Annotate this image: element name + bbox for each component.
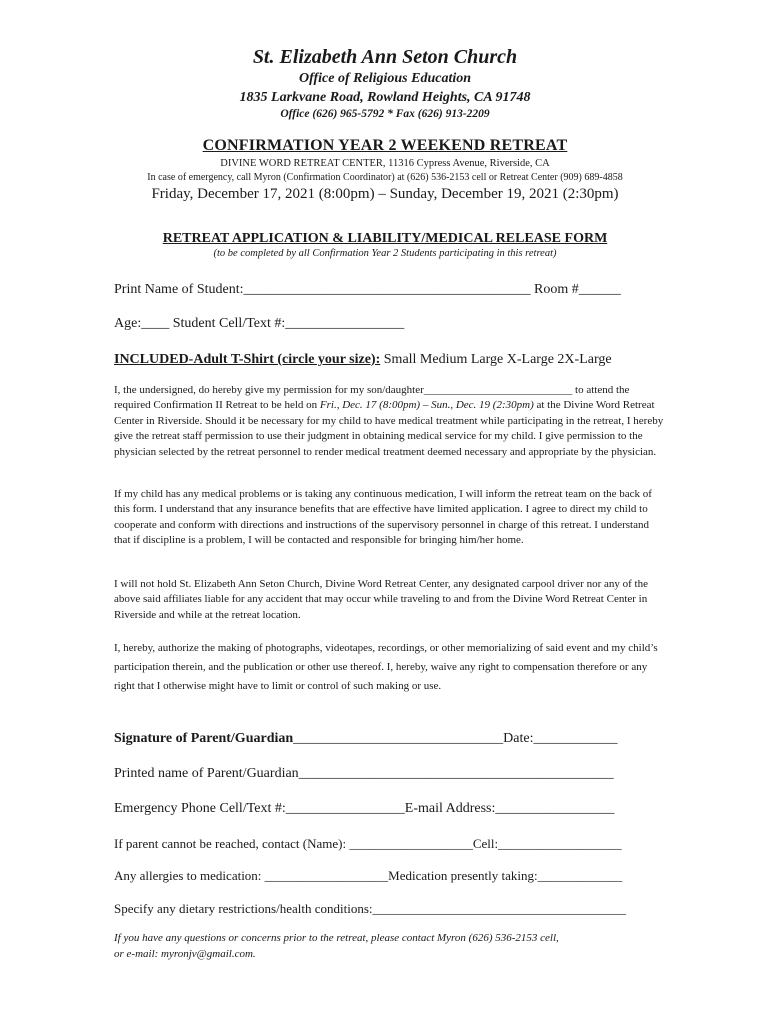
tshirt-label: INCLUDED-Adult T-Shirt (circle your size):: [114, 352, 381, 367]
tshirt-sizes[interactable]: Small Medium Large X-Large 2X-Large: [380, 352, 612, 367]
office-phone: Office (626) 965-5792 * Fax (626) 913-2209: [280, 108, 490, 120]
age-cell-field[interactable]: Age:____ Student Cell/Text #:_________________: [114, 316, 405, 331]
emergency-contact: In case of emergency, call Myron (Confirmation Coordinator) at (626) 536-2153 cell or Retreat Center (909) 689-4858: [147, 172, 623, 183]
permission-paragraph: [114, 383, 664, 460]
student-name-field[interactable]: Print Name of Student:_________________________________________ Room #______: [114, 282, 621, 297]
contact-note-line2: or e-mail: myronjv@gmail.com.: [114, 948, 256, 960]
allergies-field[interactable]: Any allergies to medication: ___________________Medication presently taking:_____________: [114, 868, 623, 883]
event-title: CONFIRMATION YEAR 2 WEEKEND RETREAT: [202, 137, 568, 154]
permission-text-a: I, the undersigned, do hereby give my permission for my son/daughter___________________________ to attend the required Confirmation II Retreat to be held on: [114, 384, 630, 412]
form-title: RETREAT APPLICATION & LIABILITY/MEDICAL RELEASE FORM: [162, 231, 608, 246]
signature-field[interactable]: [114, 731, 618, 747]
alt-contact-field[interactable]: If parent cannot be reached, contact (Name): ___________________Cell:___________________: [114, 836, 622, 851]
dietary-field[interactable]: Specify any dietary restrictions/health conditions:_______________________________________: [114, 901, 626, 916]
church-name: St. Elizabeth Ann Seton Church: [252, 46, 518, 68]
signature-line[interactable]: ______________________________Date:____________: [293, 731, 618, 746]
printed-name-field[interactable]: Printed name of Parent/Guardian_____________________________________________: [114, 766, 614, 781]
retreat-dates-inline: Fri., Dec. 17 (8:00pm) – Sun., Dec. 19 (2:30pm): [319, 399, 534, 412]
church-address: 1835 Larkvane Road, Rowland Heights, CA 91748: [239, 90, 531, 105]
tshirt-size-field[interactable]: [114, 352, 612, 368]
signature-label: Signature of Parent/Guardian: [114, 731, 294, 746]
liability-paragraph: I will not hold St. Elizabeth Ann Seton Church, Divine Word Retreat Center, any designated carpool driver nor any of the above said affiliates liable for any accident that may occur while traveling to and from the Divine Word Retreat Center in Riverside and while at the retreat location.: [114, 578, 648, 621]
permission-text-b: at the Divine Word Retreat Center in Riverside. Should it be necessary for my child to have medical treatment while participating in the retreat, I hereby give the retreat staff permission to use their judgment in obtaining medical service for my child. I give permission to the physician selected by the retreat personnel to render medical treatment deemed necessary and appropriate by the physician.: [114, 399, 664, 458]
form-subtitle: (to be completed by all Confirmation Year 2 Students participating in this retreat): [213, 248, 557, 259]
media-paragraph: I, hereby, authorize the making of photographs, videotapes, recordings, or other memorializing of said event and my child’s participation therein, and the publication or other use thereof. I, hereby, waive any right to compensation therefore or any right that I otherwise might have to limit or control of such making or use.: [114, 642, 658, 692]
contact-note: [114, 930, 559, 962]
emergency-phone-field[interactable]: Emergency Phone Cell/Text #:_________________E-mail Address:_________________: [114, 801, 615, 816]
event-dates: Friday, December 17, 2021 (8:00pm) – Sunday, December 19, 2021 (2:30pm): [151, 186, 619, 202]
contact-note-line1: If you have any questions or concerns prior to the retreat, please contact Myron (626) 536-2153 cell,: [114, 932, 559, 944]
medical-paragraph: If my child has any medical problems or is taking any continuous medication, I will inform the retreat team on the back of this form. I understand that any insurance benefits that are effective have limited application. I agree to direct my child to cooperate and conform with directions and instructions of the supervisory personnel in charge of this retreat. I understand that if discipline is a problem, I will be contacted and responsible for bringing him/her home.: [114, 488, 652, 547]
office-name: Office of Religious Education: [298, 71, 472, 86]
event-venue: DIVINE WORD RETREAT CENTER, 11316 Cypress Avenue, Riverside, CA: [220, 158, 550, 169]
